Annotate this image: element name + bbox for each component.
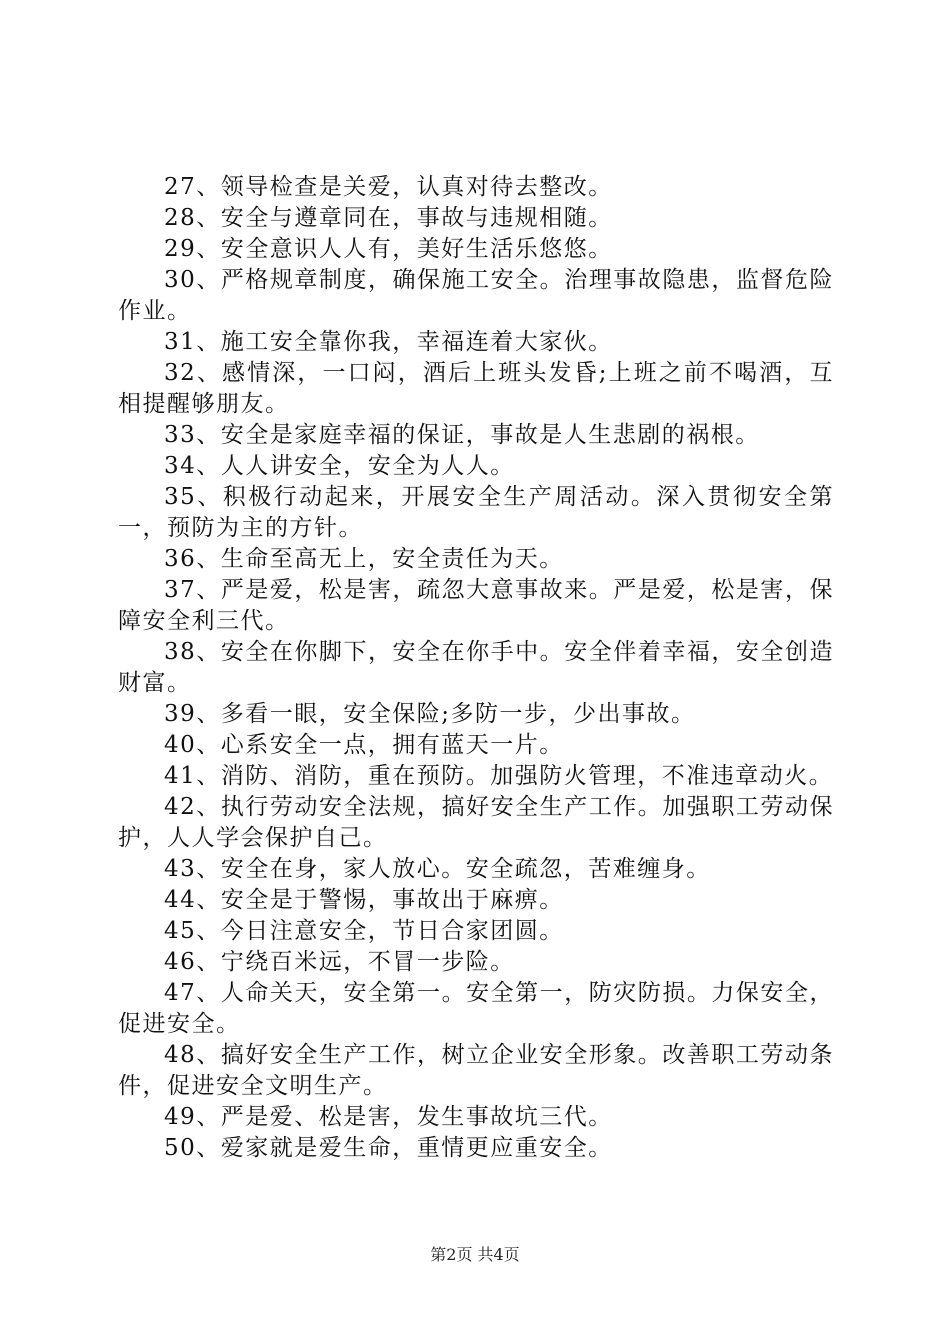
paragraph-45: 45、今日注意安全，节日合家团圆。 [164,918,564,944]
paragraph-48: 48、搞好安全生产工作，树立企业安全形象。改善职工劳动条件，促进安全文明生产。 [118,1042,834,1099]
document-body [118,172,834,1164]
paragraph-46: 46、宁绕百米远，不冒一步险。 [164,949,515,975]
paragraph-39: 39、多看一眼，安全保险;多防一步，少出事故。 [164,701,696,727]
paragraph-43: 43、安全在身，家人放心。安全疏忽，苦难缠身。 [164,856,711,882]
paragraph-50: 50、爱家就是爱生命，重情更应重安全。 [164,1135,613,1161]
paragraph-29: 29、安全意识人人有，美好生活乐悠悠。 [164,236,613,262]
paragraph-37: 37、严是爱，松是害，疏忽大意事故来。严是爱，松是害，保障安全利三代。 [118,577,834,634]
paragraph-34: 34、人人讲安全，安全为人人。 [164,453,515,479]
paragraph-32: 32、感情深，一口闷，酒后上班头发昏;上班之前不喝酒，互相提醒够朋友。 [118,360,834,417]
paragraph-30: 30、严格规章制度，确保施工安全。治理事故隐患，监督危险作业。 [118,267,834,324]
paragraph-49: 49、严是爱、松是害，发生事故坑三代。 [164,1104,613,1130]
page-number-footer: 第2页 共4页 [430,1245,520,1264]
paragraph-40: 40、心系安全一点，拥有蓝天一片。 [164,732,564,758]
paragraph-33: 33、安全是家庭幸福的保证，事故是人生悲剧的祸根。 [164,422,760,448]
paragraph-47: 47、人命关天，安全第一。安全第一，防灾防损。力保安全，促进安全。 [118,980,834,1037]
paragraph-28: 28、安全与遵章同在，事故与违规相随。 [164,205,613,231]
paragraph-42: 42、执行劳动安全法规，搞好安全生产工作。加强职工劳动保护，人人学会保护自己。 [118,794,834,851]
paragraph-27: 27、领导检查是关爱，认真对待去整改。 [164,174,613,200]
paragraph-41: 41、消防、消防，重在预防。加强防火管理，不准违章动火。 [164,763,834,789]
paragraph-31: 31、施工安全靠你我，幸福连着大家伙。 [164,329,613,355]
paragraph-35: 35、积极行动起来，开展安全生产周活动。深入贯彻安全第一，预防为主的方针。 [118,484,834,541]
paragraph-36: 36、生命至高无上，安全责任为天。 [164,546,564,572]
paragraph-44: 44、安全是于警惕，事故出于麻痹。 [164,887,564,913]
paragraph-38: 38、安全在你脚下，安全在你手中。安全伴着幸福，安全创造财富。 [118,639,834,696]
